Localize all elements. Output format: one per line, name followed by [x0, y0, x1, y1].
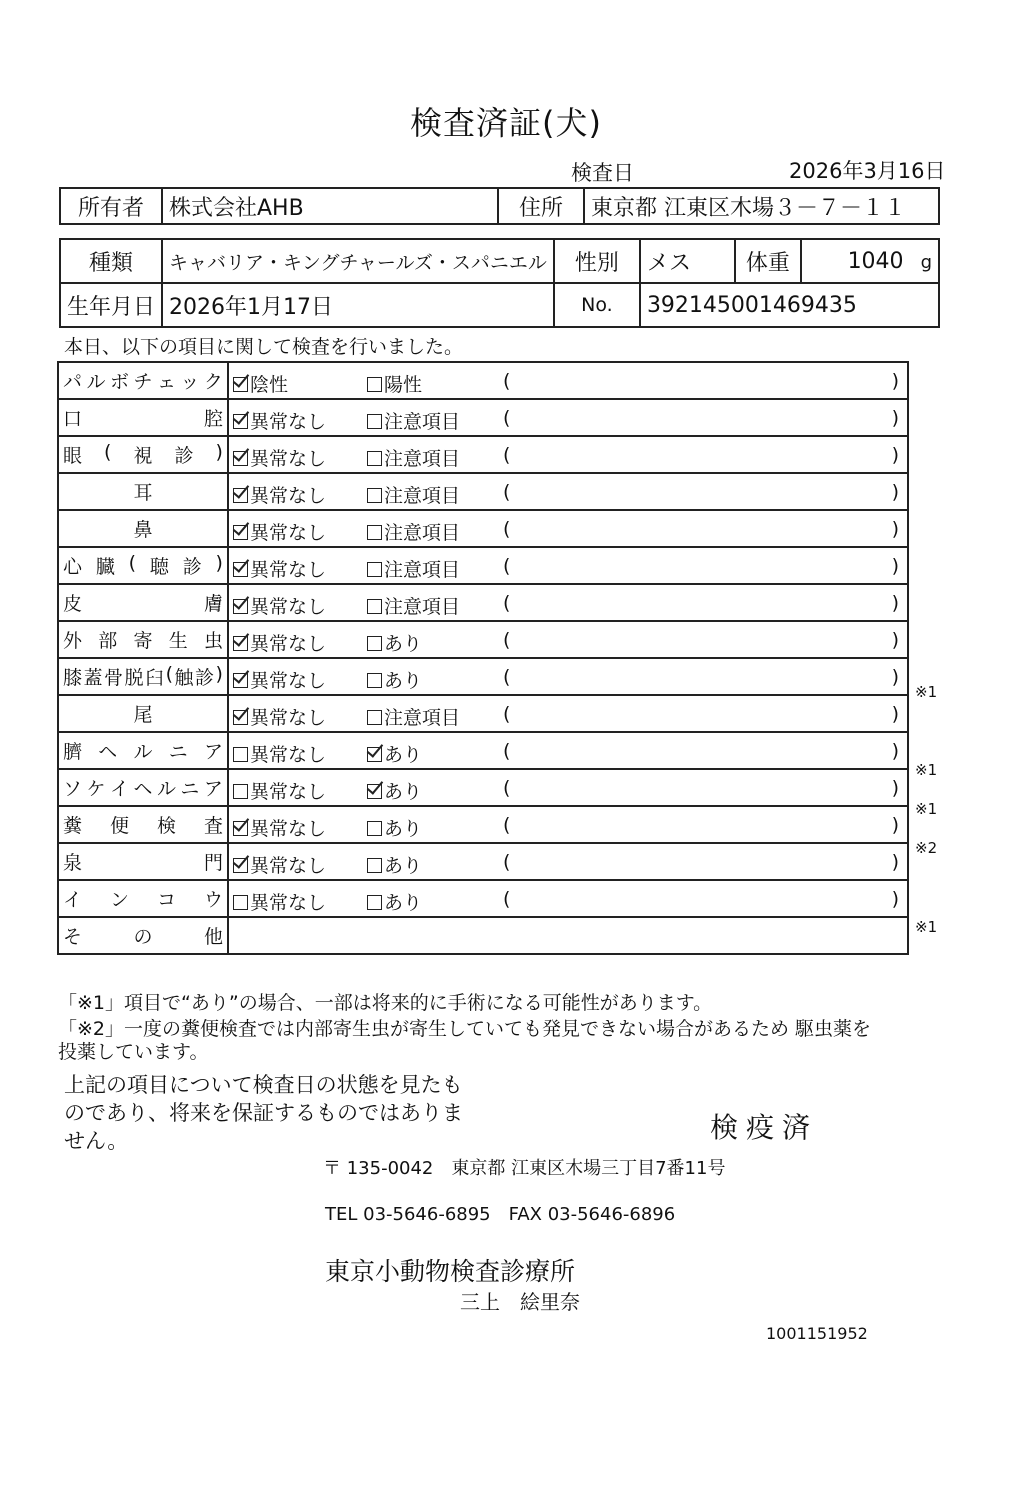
exam-row [58, 399, 908, 436]
note-1: 「※1」項目で“あり”の場合、一部は将来的に手術になる可能性があります。 [58, 992, 713, 1014]
document-number: 1001151952 [766, 1324, 868, 1343]
exam-item-label: 鼻 [133, 519, 153, 541]
exam-row [58, 547, 908, 584]
clinic-address: 〒 135-0042 東京都 江東区木場三丁目7番11号 [323, 1158, 726, 1179]
exam-item-label: イ ン コ ウ [63, 889, 223, 911]
exam-option-2[interactable] [367, 407, 460, 434]
exam-row [58, 769, 908, 806]
option-label: 注意項目 [384, 411, 461, 433]
option-label: 注意項目 [384, 448, 461, 470]
exam-item-label: 眼 ( 視 診 ) [63, 441, 223, 467]
note-paren-close: ) [891, 370, 899, 392]
exam-date-label: 検査日 [571, 161, 634, 185]
note-paren-close: ) [891, 555, 899, 577]
disclaimer: 上記の項目について検査日の状態を見たものであり、将来を保証するものではありません。 [64, 1073, 463, 1153]
option-label: 陰性 [250, 374, 289, 396]
note-paren-open: ( [503, 481, 511, 503]
checkbox-icon[interactable] [367, 858, 382, 873]
option-label: あり [384, 818, 423, 840]
exam-option-1[interactable] [233, 666, 326, 693]
checked-box-icon[interactable] [233, 525, 248, 540]
exam-option-1[interactable] [233, 777, 326, 804]
exam-row [58, 806, 908, 843]
number-label: No. [554, 283, 640, 327]
checked-box-icon[interactable] [367, 784, 382, 799]
option-label: あり [384, 855, 423, 877]
address-value: 東京都 江東区木場３－７－１１ [584, 188, 939, 224]
note-paren-close: ) [891, 888, 899, 910]
exam-row [58, 695, 908, 732]
exam-row [58, 880, 908, 917]
checkbox-icon[interactable] [367, 525, 382, 540]
exam-item-label: 皮 膚 [63, 593, 223, 615]
option-label: 陽性 [384, 374, 423, 396]
checked-box-icon[interactable] [233, 414, 248, 429]
note-paren-open: ( [503, 629, 511, 651]
checkbox-icon[interactable] [233, 784, 248, 799]
weight-value: 1040 [847, 248, 904, 274]
checkbox-icon[interactable] [367, 710, 382, 725]
exam-row [58, 473, 908, 510]
option-label: 異常なし [250, 411, 327, 433]
other-label: そ の 他 [63, 926, 223, 948]
note-paren-close: ) [891, 444, 899, 466]
note-paren-open: ( [503, 777, 511, 799]
note-paren-open: ( [503, 851, 511, 873]
checked-box-icon[interactable] [233, 821, 248, 836]
note-paren-close: ) [891, 814, 899, 836]
other-value-cell [228, 917, 908, 954]
address-label: 住所 [498, 188, 584, 224]
number-value: 392145001469435 [640, 283, 939, 327]
note-paren-open: ( [503, 666, 511, 688]
option-label: 異常なし [250, 744, 327, 766]
exam-option-1[interactable] [233, 518, 326, 545]
exam-grid [57, 361, 909, 955]
exam-option-1[interactable] [233, 370, 288, 397]
checkbox-icon[interactable] [367, 414, 382, 429]
option-label: 異常なし [250, 522, 327, 544]
checked-box-icon[interactable] [233, 599, 248, 614]
checkbox-icon[interactable] [367, 451, 382, 466]
clinic-tel-fax: TEL 03-5646-6895 FAX 03-5646-6896 [325, 1204, 676, 1225]
checked-box-icon[interactable] [233, 488, 248, 503]
exam-option-2[interactable] [367, 592, 460, 619]
option-label: 異常なし [250, 633, 327, 655]
exam-option-2[interactable] [367, 555, 460, 582]
exam-option-1[interactable] [233, 629, 326, 656]
checked-box-icon[interactable] [233, 451, 248, 466]
quarantine-stamp: 検疫済 [710, 1111, 819, 1144]
option-label: 注意項目 [384, 522, 461, 544]
exam-date-value: 2026年3月16日 [789, 159, 946, 183]
exam-row [58, 510, 908, 547]
owner-label: 所有者 [60, 188, 162, 224]
note-paren-close: ) [891, 666, 899, 688]
option-label: あり [384, 670, 423, 692]
footnote-mark: ※1 [915, 682, 938, 701]
note-paren-close: ) [891, 518, 899, 540]
checkbox-icon[interactable] [367, 599, 382, 614]
checkbox-icon[interactable] [233, 747, 248, 762]
note-paren-close: ) [891, 851, 899, 873]
animal-table [59, 238, 940, 328]
option-label: 注意項目 [384, 707, 461, 729]
option-label: 注意項目 [384, 485, 461, 507]
note-paren-open: ( [503, 592, 511, 614]
document-title: 検査済証(犬) [410, 104, 602, 142]
option-label: 異常なし [250, 707, 327, 729]
exam-row [58, 436, 908, 473]
note-paren-close: ) [891, 481, 899, 503]
exam-option-1[interactable] [233, 888, 326, 915]
exam-option-2[interactable] [367, 740, 422, 767]
exam-option-2[interactable] [367, 703, 460, 730]
option-label: 異常なし [250, 485, 327, 507]
checkbox-icon[interactable] [367, 821, 382, 836]
option-label: あり [384, 781, 423, 803]
note-paren-close: ) [891, 407, 899, 429]
note-paren-open: ( [503, 444, 511, 466]
exam-row [58, 584, 908, 621]
exam-item-label: 糞 便 検 査 [63, 815, 223, 837]
sex-value: メス [640, 239, 735, 283]
note-paren-open: ( [503, 518, 511, 540]
note-paren-open: ( [503, 888, 511, 910]
note-paren-close: ) [891, 703, 899, 725]
birth-label: 生年月日 [60, 283, 162, 327]
exam-row [58, 362, 908, 399]
weight-label: 体重 [735, 239, 801, 283]
exam-option-1[interactable] [233, 481, 326, 508]
note-paren-close: ) [891, 592, 899, 614]
exam-option-2[interactable] [367, 629, 422, 656]
checkbox-icon[interactable] [367, 562, 382, 577]
note-paren-open: ( [503, 407, 511, 429]
exam-option-2[interactable] [367, 481, 460, 508]
option-label: 異常なし [250, 448, 327, 470]
exam-item-label: 臍 ヘ ル ニ ア [63, 741, 223, 763]
clinic-name: 東京小動物検査診療所 [325, 1257, 576, 1286]
note-paren-open: ( [503, 814, 511, 836]
exam-item-label: 耳 [133, 482, 153, 504]
option-label: あり [384, 892, 423, 914]
owner-table [59, 187, 940, 225]
option-label: あり [384, 744, 423, 766]
checked-box-icon[interactable] [233, 377, 248, 392]
checkbox-icon[interactable] [233, 895, 248, 910]
intro-text: 本日、以下の項目に関して検査を行いました。 [64, 336, 464, 358]
exam-row [58, 658, 908, 695]
note-paren-open: ( [503, 740, 511, 762]
note-paren-close: ) [891, 629, 899, 651]
exam-row [58, 621, 908, 658]
footnote-mark: ※2 [915, 839, 938, 858]
option-label: 異常なし [250, 892, 327, 914]
exam-item-label: 心 臓 ( 聴 診 ) [63, 552, 223, 578]
exam-option-1[interactable] [233, 814, 326, 841]
exam-item-label: ソ ケ イ ヘ ル ニ ア [63, 778, 223, 800]
exam-row [58, 843, 908, 880]
exam-option-2[interactable] [367, 444, 460, 471]
checked-box-icon[interactable] [233, 858, 248, 873]
footnote-mark: ※1 [915, 761, 938, 779]
exam-item-label: 口 腔 [63, 408, 223, 430]
checked-box-icon[interactable] [367, 747, 382, 762]
exam-option-1[interactable] [233, 444, 326, 471]
owner-value: 株式会社AHB [162, 188, 498, 224]
checked-box-icon[interactable] [233, 710, 248, 725]
breed-value: キャバリア・キングチャールズ・スパニエル [162, 239, 554, 283]
exam-item-label: 外 部 寄 生 虫 [63, 630, 223, 652]
checkbox-icon[interactable] [367, 895, 382, 910]
note-paren-open: ( [503, 555, 511, 577]
exam-option-2[interactable] [367, 814, 422, 841]
note-2: 「※2」一度の糞便検査では内部寄生虫が寄生していても発見できない場合があるため 駆虫薬を投薬しています。 [58, 1018, 872, 1063]
option-label: 異常なし [250, 559, 327, 581]
exam-option-2[interactable] [367, 518, 460, 545]
exam-item-label: 膝 蓋 骨 脱 臼 ( 触 診 ) [63, 663, 223, 689]
weight-unit: g [920, 251, 932, 273]
checkbox-icon[interactable] [367, 488, 382, 503]
birth-value: 2026年1月17日 [162, 283, 554, 327]
checkbox-icon[interactable] [367, 673, 382, 688]
exam-option-2[interactable] [367, 777, 422, 804]
note-paren-open: ( [503, 370, 511, 392]
exam-option-1[interactable] [233, 703, 326, 730]
exam-option-1[interactable] [233, 407, 326, 434]
exam-option-1[interactable] [233, 740, 326, 767]
checked-box-icon[interactable] [233, 562, 248, 577]
exam-option-2[interactable] [367, 666, 422, 693]
option-label: 異常なし [250, 670, 327, 692]
breed-label: 種類 [60, 239, 162, 283]
exam-option-2[interactable] [367, 888, 422, 915]
option-label: 異常なし [250, 818, 327, 840]
exam-option-1[interactable] [233, 851, 326, 878]
vet-name: 三上 絵里奈 [460, 1290, 580, 1314]
checkbox-icon[interactable] [367, 636, 382, 651]
checked-box-icon[interactable] [233, 673, 248, 688]
exam-option-2[interactable] [367, 370, 422, 397]
exam-item-label: 尾 [133, 704, 153, 726]
checkbox-icon[interactable] [367, 377, 382, 392]
option-label: あり [384, 633, 423, 655]
note-paren-close: ) [891, 777, 899, 799]
footnote-mark: ※1 [915, 800, 938, 819]
option-label: 注意項目 [384, 596, 461, 618]
exam-item-label: 泉 門 [63, 852, 223, 874]
sex-label: 性別 [554, 239, 640, 283]
exam-option-2[interactable] [367, 851, 422, 878]
checked-box-icon[interactable] [233, 636, 248, 651]
note-paren-open: ( [503, 703, 511, 725]
option-label: 注意項目 [384, 559, 461, 581]
option-label: 異常なし [250, 781, 327, 803]
option-label: 異常なし [250, 855, 327, 877]
exam-item-label: パ ル ボ チ ェ ッ ク [63, 371, 223, 393]
exam-option-1[interactable] [233, 555, 326, 582]
exam-option-1[interactable] [233, 592, 326, 619]
footnote-mark: ※1 [915, 917, 938, 936]
option-label: 異常なし [250, 596, 327, 618]
exam-row [58, 732, 908, 769]
note-paren-close: ) [891, 740, 899, 762]
